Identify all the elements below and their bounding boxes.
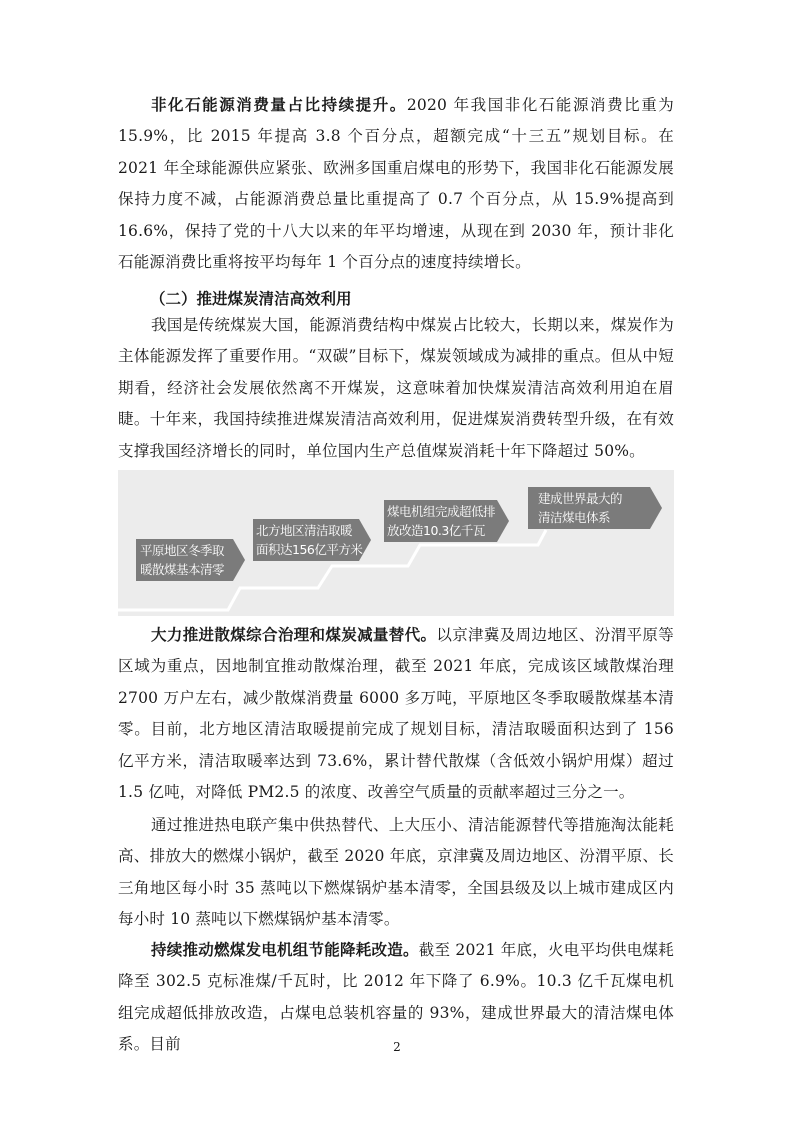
paragraph-loose-coal bbox=[118, 620, 674, 808]
paragraph-text: 以京津冀及周边地区、汾渭平原等区域为重点，因地制宜推动散煤治理，截至 2021 年底，完成该区域散煤治理 2700 万户左右，减少散煤消费量 6000 多万吨，平原地区冬季取暖散煤基本清零。目前，北方地区清洁取暖提前完成了规划目标，清洁取暖面积达到了 156 亿平方米，清洁取暖率达到 73.6%，累计替代散煤（含低效小锅炉用煤）超过 1.5 亿吨，对降低 PM2.5 的浓度、改善空气质量的贡献率超过三分之一。 bbox=[118, 626, 674, 802]
step-label-1: 平原地区冬季取 暖散煤基本清零 bbox=[140, 543, 225, 577]
coal-progress-figure bbox=[118, 470, 674, 616]
paragraph-text: 截至 2021 年底，火电平均供电煤耗降至 302.5 克标准煤/千瓦时，比 2012 年下降了 6.9%。10.3 亿千瓦煤电机组完成超低排放改造，占煤电总装机容量的 93%，建成世界最大的清洁煤电体系。目前 bbox=[118, 941, 674, 1054]
step-label-2: 北方地区清洁取暖 面积达156亿平方米 bbox=[256, 523, 363, 557]
step-label-4: 建成世界最大的 清洁煤电体系 bbox=[538, 491, 623, 525]
step-label-3: 煤电机组完成超低排 放改造10.3亿千瓦 bbox=[387, 504, 496, 538]
paragraph-boilers: 通过推进热电联产集中供热替代、上大压小、清洁能源替代等措施淘汰能耗高、排放大的燃煤小锅炉，截至 2020 年底，京津冀及周边地区、汾渭平原、长三角地区每小时 35 蒸吨以下燃煤锅炉基本清零，全国县级及以上城市建成区内每小时 10 蒸吨以下燃煤锅炉基本清零。 bbox=[118, 816, 674, 929]
paragraph-lead: 非化石能源消费量占比持续提升。 bbox=[151, 96, 407, 114]
paragraph-lead: 大力推进散煤综合治理和煤炭减量替代。 bbox=[151, 626, 437, 644]
section-title: （二）推进煤炭清洁高效利用 bbox=[150, 290, 352, 308]
paragraph-text: 2020 年我国非化石能源消费比重为 15.9%，比 2015 年提高 3.8 个百分点，超额完成“十三五”规划目标。在 2021 年全球能源供应紧张、欧洲多国重启煤电的形势下，我国非化石能源发展保持力度不减，占能源消费总量比重提高了 0.7 个百分点，从 15.9%提高到 16.6%，保持了党的十八大以来的年平均增速，从现在到 2030 年，预计非化石能源消费比重将按平均每年 1 个百分点的速度持续增长。 bbox=[118, 96, 674, 272]
paragraph-lead: 持续推动燃煤发电机组节能降耗改造。 bbox=[151, 941, 419, 959]
page-number: 2 bbox=[393, 1040, 401, 1054]
paragraph-nonfossil bbox=[118, 90, 674, 278]
paragraph-coal-intro: 我国是传统煤炭大国，能源消费结构中煤炭占比较大，长期以来，煤炭作为主体能源发挥了重要作用。“双碳”目标下，煤炭领域成为减排的重点。但从中短期看，经济社会发展依然离不开煤炭，这意味着加快煤炭清洁高效利用迫在眉睫。十年来，我国持续推进煤炭清洁高效利用，促进煤炭消费转型升级，在有效支撑我国经济增长的同时，单位国内生产总值煤炭消耗十年下降超过 50%。 bbox=[118, 316, 674, 460]
